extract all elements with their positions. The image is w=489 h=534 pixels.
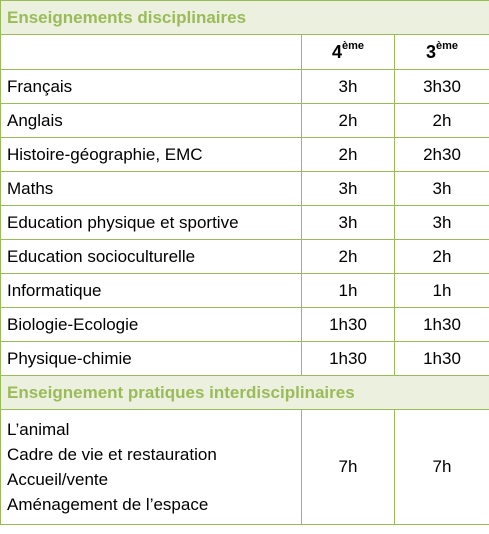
- hours-3eme-cell: 3h: [395, 206, 489, 240]
- table-row: [1, 240, 489, 274]
- hours-3eme-cell: 2h: [395, 104, 489, 138]
- section-header-disciplinaires: [1, 1, 489, 35]
- table-row: [1, 138, 489, 172]
- hours-3eme-cell: 2h: [395, 240, 489, 274]
- hours-4eme-cell: 2h: [302, 240, 395, 274]
- hours-3eme-cell: 1h30: [395, 308, 489, 342]
- hours-4eme-cell: 7h: [302, 410, 395, 525]
- column-header-row: [1, 35, 489, 70]
- table-row: [1, 206, 489, 240]
- hours-4eme-cell: 1h: [302, 274, 395, 308]
- hours-3eme-cell: 2h30: [395, 138, 489, 172]
- epi-subject: Cadre de vie et restauration: [7, 445, 217, 464]
- subject-cell: Physique-chimie: [1, 342, 302, 376]
- epi-subject: Accueil/vente: [7, 470, 109, 489]
- hours-4eme-cell: 3h: [302, 70, 395, 104]
- column-header-sup: ème: [341, 39, 365, 52]
- hours-4eme-cell: 3h: [302, 172, 395, 206]
- epi-subjects-cell: [1, 410, 302, 525]
- subject-cell: Maths: [1, 172, 302, 206]
- table-row: [1, 342, 489, 376]
- hours-4eme-cell: 1h30: [302, 308, 395, 342]
- subject-cell: Français: [1, 70, 302, 104]
- subject-cell: Anglais: [1, 104, 302, 138]
- hours-3eme-cell: 7h: [395, 410, 489, 525]
- table-row: [1, 308, 489, 342]
- table-row: [1, 70, 489, 104]
- subject-cell: Histoire-géographie, EMC: [1, 138, 302, 172]
- epi-subject: L’animal: [7, 420, 70, 439]
- hours-3eme-cell: 1h: [395, 274, 489, 308]
- column-header-sup: ème: [436, 39, 459, 52]
- hours-4eme-cell: 3h: [302, 206, 395, 240]
- table-row: [1, 172, 489, 206]
- subject-cell: Education socioculturelle: [1, 240, 302, 274]
- hours-4eme-cell: 2h: [302, 104, 395, 138]
- subject-cell: Biologie-Ecologie: [1, 308, 302, 342]
- section-title: Enseignement pratiques interdisciplinaires: [1, 376, 489, 410]
- column-header-base: 3: [425, 41, 436, 62]
- epi-subject: Aménagement de l’espace: [7, 495, 209, 514]
- hours-4eme-cell: 1h30: [302, 342, 395, 376]
- column-header-base: 4: [331, 41, 342, 62]
- subject-cell: Education physique et sportive: [1, 206, 302, 240]
- table-row-epi: [1, 410, 489, 525]
- section-title: Enseignements disciplinaires: [1, 1, 489, 35]
- hours-4eme-cell: 2h: [302, 138, 395, 172]
- table-row: [1, 274, 489, 308]
- section-header-epi: [1, 376, 489, 410]
- hours-3eme-cell: 1h30: [395, 342, 489, 376]
- table-row: [1, 104, 489, 138]
- column-header-4eme: [302, 35, 395, 70]
- hours-3eme-cell: 3h: [395, 172, 489, 206]
- subject-cell: Informatique: [1, 274, 302, 308]
- column-header-3eme: [395, 35, 489, 70]
- hours-3eme-cell: 3h30: [395, 70, 489, 104]
- header-empty-cell: [1, 35, 302, 70]
